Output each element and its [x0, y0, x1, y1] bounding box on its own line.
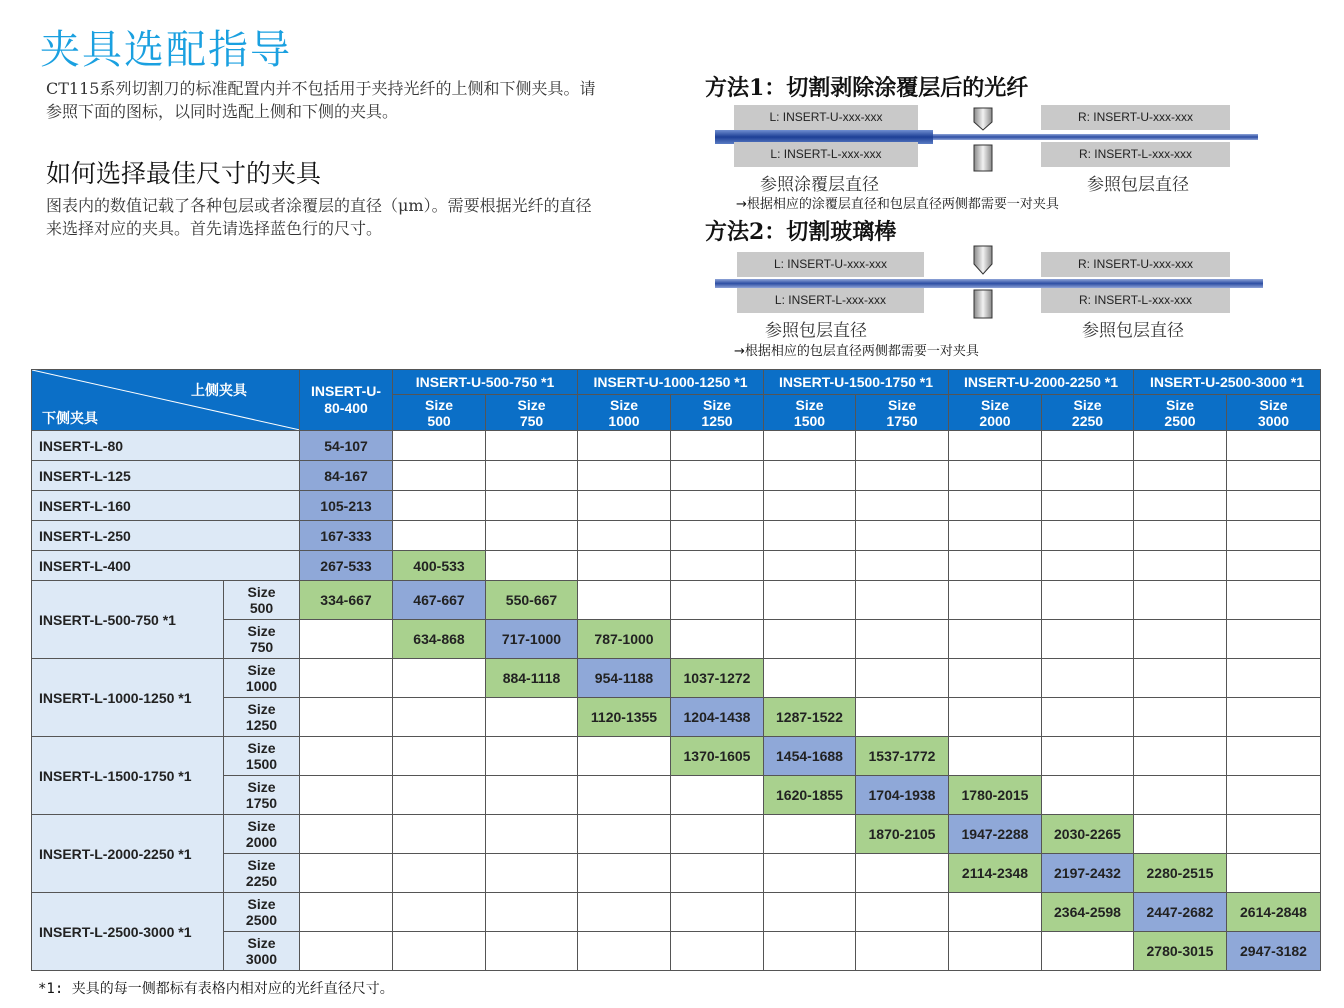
table-cell	[1227, 551, 1321, 581]
table-cell	[1227, 581, 1321, 620]
table-cell: 2030-2265	[1042, 815, 1134, 854]
table-cell	[949, 659, 1042, 698]
table-cell	[1134, 461, 1227, 491]
table-cell	[1227, 620, 1321, 659]
upper-clamp-axis-label: 上侧夹具	[191, 382, 247, 398]
table-cell	[1134, 698, 1227, 737]
lower-size-label	[224, 893, 300, 932]
size-column-header	[1042, 395, 1134, 431]
method2-right-upper-clamp: R: INSERT-U-xxx-xxx	[1041, 252, 1230, 277]
table-cell	[1134, 491, 1227, 521]
table-cell	[1042, 461, 1134, 491]
table-cell: 54-107	[300, 431, 393, 461]
size-column-header	[856, 395, 949, 431]
table-cell: 1037-1272	[671, 659, 764, 698]
table-cell	[856, 521, 949, 551]
table-cell	[300, 893, 393, 932]
lower-clamp-axis-label: 下侧夹具	[42, 410, 98, 426]
table-cell	[393, 431, 486, 461]
lower-size-label	[224, 659, 300, 698]
table-cell: 1370-1605	[671, 737, 764, 776]
table-cell	[856, 893, 949, 932]
method2-note: →根据相应的包层直径两侧都需要一对夹具	[734, 344, 979, 359]
table-cell	[671, 815, 764, 854]
table-row	[32, 461, 1321, 491]
table-cell	[578, 737, 671, 776]
table-cell: 2280-2515	[1134, 854, 1227, 893]
table-cell: 1620-1855	[764, 776, 856, 815]
method1-left-reference: 参照涂覆层直径	[760, 175, 879, 195]
size-word: Size	[247, 740, 276, 756]
lower-clamp-label: INSERT-L-80	[32, 431, 300, 461]
table-cell	[393, 815, 486, 854]
table-cell: 1870-2105	[856, 815, 949, 854]
table-cell	[1134, 776, 1227, 815]
table-cell: 334-667	[300, 581, 393, 620]
size-word: Size	[1073, 396, 1102, 413]
table-cell	[578, 581, 671, 620]
table-cell	[764, 461, 856, 491]
method2-left-lower-clamp: L: INSERT-L-xxx-xxx	[737, 288, 924, 313]
size-column-header	[1134, 395, 1227, 431]
table-cell	[393, 461, 486, 491]
table-cell	[764, 431, 856, 461]
size-word: Size	[980, 396, 1009, 413]
table-cell	[393, 491, 486, 521]
table-cell	[393, 893, 486, 932]
table-cell	[949, 932, 1042, 971]
table-corner-header	[32, 370, 300, 431]
table-row	[32, 893, 1321, 932]
size-value: 1000	[245, 678, 278, 694]
table-cell	[856, 551, 949, 581]
size-value: 1250	[245, 717, 278, 733]
table-row	[32, 551, 1321, 581]
size-word: Size	[795, 396, 824, 413]
size-column-header	[949, 395, 1042, 431]
table-cell: 2197-2432	[1042, 854, 1134, 893]
method1-left-lower-clamp: L: INSERT-L-xxx-xxx	[734, 142, 918, 167]
table-cell	[671, 431, 764, 461]
size-column-header	[764, 395, 856, 431]
glass-rod-shape	[715, 279, 1263, 288]
footnote: *1: 夹具的每一侧都标有表格内相对应的光纤直径尺寸。	[38, 981, 394, 997]
table-cell: 84-167	[300, 461, 393, 491]
table-cell	[856, 491, 949, 521]
table-cell	[1042, 491, 1134, 521]
size-value: 750	[519, 412, 544, 429]
table-cell	[856, 698, 949, 737]
method1-note: →根据相应的涂覆层直径和包层直径两侧都需要一对夹具	[736, 197, 1059, 212]
table-cell	[1042, 521, 1134, 551]
size-value: 1750	[245, 795, 278, 811]
table-row	[32, 737, 1321, 776]
table-cell	[578, 815, 671, 854]
table-cell	[486, 932, 578, 971]
table-cell: 1704-1938	[856, 776, 949, 815]
size-column-header	[1227, 395, 1321, 431]
table-cell: 467-667	[393, 581, 486, 620]
table-cell	[1134, 620, 1227, 659]
table-cell: 105-213	[300, 491, 393, 521]
table-cell	[949, 431, 1042, 461]
table-cell	[671, 932, 764, 971]
table-cell	[486, 815, 578, 854]
size-word: Size	[517, 396, 546, 413]
lower-clamp-label: INSERT-L-500-750 *1	[32, 581, 224, 659]
table-cell: 167-333	[300, 521, 393, 551]
lower-size-label	[224, 698, 300, 737]
table-cell	[1042, 551, 1134, 581]
method1-right-upper-clamp: R: INSERT-U-xxx-xxx	[1041, 105, 1230, 130]
column-group-header: INSERT-U-2500-3000 *1	[1134, 370, 1321, 395]
column-group-header: INSERT-U-2000-2250 *1	[949, 370, 1134, 395]
size-column-header	[486, 395, 578, 431]
lower-size-label	[224, 581, 300, 620]
table-cell	[1134, 659, 1227, 698]
table-cell	[486, 521, 578, 551]
table-cell	[300, 659, 393, 698]
table-cell	[300, 854, 393, 893]
table-cell: 717-1000	[486, 620, 578, 659]
table-cell	[949, 620, 1042, 659]
table-cell	[393, 932, 486, 971]
method2-right-reference: 参照包层直径	[1082, 321, 1184, 341]
table-cell	[1042, 776, 1134, 815]
table-cell: 787-1000	[578, 620, 671, 659]
table-cell	[486, 491, 578, 521]
table-row	[32, 581, 1321, 620]
size-word: Size	[247, 857, 276, 873]
table-cell	[1227, 815, 1321, 854]
table-cell: 884-1118	[486, 659, 578, 698]
table-cell	[856, 932, 949, 971]
table-row	[32, 659, 1321, 698]
table-cell	[393, 776, 486, 815]
table-cell	[856, 461, 949, 491]
table-cell	[856, 854, 949, 893]
table-row	[32, 815, 1321, 854]
size-column-header	[578, 395, 671, 431]
table-cell: 1120-1355	[578, 698, 671, 737]
table-cell: 2114-2348	[949, 854, 1042, 893]
lower-clamp-label: INSERT-L-125	[32, 461, 300, 491]
table-row	[32, 521, 1321, 551]
table-cell	[856, 620, 949, 659]
table-cell	[578, 932, 671, 971]
table-cell	[856, 659, 949, 698]
table-cell	[578, 431, 671, 461]
table-cell	[393, 659, 486, 698]
table-cell	[856, 581, 949, 620]
table-cell	[764, 932, 856, 971]
table-cell	[393, 737, 486, 776]
table-cell	[578, 893, 671, 932]
size-value: 1750	[886, 412, 918, 429]
table-cell	[578, 461, 671, 491]
table-cell	[1227, 491, 1321, 521]
table-cell	[1134, 815, 1227, 854]
size-word: Size	[1165, 396, 1194, 413]
lower-clamp-label: INSERT-L-250	[32, 521, 300, 551]
table-cell	[764, 893, 856, 932]
table-row	[32, 620, 1321, 659]
table-cell	[578, 551, 671, 581]
size-word: Size	[247, 779, 276, 795]
column-group-header: INSERT-U-500-750 *1	[393, 370, 578, 395]
table-cell	[764, 551, 856, 581]
section-heading: 如何选择最佳尺寸的夹具	[46, 159, 322, 188]
table-cell	[949, 698, 1042, 737]
table-cell	[1042, 932, 1134, 971]
size-word: Size	[247, 818, 276, 834]
table-row	[32, 854, 1321, 893]
size-word: Size	[247, 662, 276, 678]
table-cell	[764, 521, 856, 551]
lower-size-label	[224, 737, 300, 776]
method2-left-upper-clamp: L: INSERT-U-xxx-xxx	[737, 252, 924, 277]
size-value: 2500	[245, 912, 278, 928]
table-cell	[486, 854, 578, 893]
lower-size-label	[224, 620, 300, 659]
table-cell	[671, 854, 764, 893]
table-cell	[949, 551, 1042, 581]
page-title: 夹具选配指导	[40, 27, 292, 73]
size-word: Size	[247, 584, 276, 600]
size-value: 750	[249, 639, 274, 655]
table-cell	[486, 431, 578, 461]
table-cell	[486, 551, 578, 581]
table-cell	[486, 461, 578, 491]
table-cell	[949, 521, 1042, 551]
table-cell	[671, 893, 764, 932]
size-word: Size	[424, 396, 453, 413]
table-cell	[1134, 431, 1227, 461]
table-cell	[671, 620, 764, 659]
table-cell: 400-533	[393, 551, 486, 581]
table-cell	[300, 620, 393, 659]
table-cell: 634-868	[393, 620, 486, 659]
lower-size-label	[224, 815, 300, 854]
method1-left-upper-clamp: L: INSERT-U-xxx-xxx	[734, 105, 918, 130]
table-cell	[764, 620, 856, 659]
table-cell: 267-533	[300, 551, 393, 581]
blade-shape	[974, 108, 992, 130]
size-word: Size	[1259, 396, 1288, 413]
lower-clamp-label: INSERT-L-2000-2250 *1	[32, 815, 224, 893]
size-word: Size	[609, 396, 638, 413]
table-cell	[300, 737, 393, 776]
size-value: 2500	[1164, 412, 1196, 429]
table-cell	[1227, 461, 1321, 491]
table-cell	[1227, 431, 1321, 461]
table-cell	[393, 698, 486, 737]
table-cell	[300, 815, 393, 854]
table-cell	[671, 461, 764, 491]
table-cell	[1134, 521, 1227, 551]
method2-left-reference: 参照包层直径	[765, 321, 867, 341]
table-cell	[1227, 776, 1321, 815]
table-cell	[671, 521, 764, 551]
size-word: Size	[247, 623, 276, 639]
table-cell	[1134, 551, 1227, 581]
lower-clamp-label: INSERT-L-1000-1250 *1	[32, 659, 224, 737]
stripped-fiber-shape	[933, 134, 1258, 140]
table-cell	[764, 815, 856, 854]
table-cell: 2780-3015	[1134, 932, 1227, 971]
table-cell	[1227, 659, 1321, 698]
table-cell: 2947-3182	[1227, 932, 1321, 971]
size-word: Size	[247, 701, 276, 717]
lower-clamp-label: INSERT-L-160	[32, 491, 300, 521]
table-cell: 2614-2848	[1227, 893, 1321, 932]
table-cell	[578, 491, 671, 521]
clamp-selection-table	[31, 369, 1321, 971]
table-cell	[1227, 854, 1321, 893]
table-cell	[671, 581, 764, 620]
table-cell: 1287-1522	[764, 698, 856, 737]
column-header-insert-u-80-400: INSERT-U-80-400	[300, 370, 393, 431]
table-cell	[1227, 737, 1321, 776]
column-group-header: INSERT-U-1000-1250 *1	[578, 370, 764, 395]
table-cell: 1780-2015	[949, 776, 1042, 815]
table-cell: 1537-1772	[856, 737, 949, 776]
size-word: Size	[702, 396, 731, 413]
method2-title: 方法2：切割玻璃棒	[705, 219, 897, 245]
table-cell	[1042, 698, 1134, 737]
method1-right-lower-clamp: R: INSERT-L-xxx-xxx	[1041, 142, 1230, 167]
table-cell	[300, 698, 393, 737]
size-word: Size	[247, 935, 276, 951]
table-cell	[671, 491, 764, 521]
size-value: 2000	[979, 412, 1011, 429]
table-cell	[486, 737, 578, 776]
table-row	[32, 431, 1321, 461]
size-value: 2250	[245, 873, 278, 889]
size-value: 1000	[608, 412, 640, 429]
table-cell: 550-667	[486, 581, 578, 620]
lower-clamp-label: INSERT-L-400	[32, 551, 300, 581]
table-cell: 954-1188	[578, 659, 671, 698]
size-value: 1250	[701, 412, 733, 429]
size-column-header	[393, 395, 486, 431]
lower-clamp-label: INSERT-L-2500-3000 *1	[32, 893, 224, 971]
size-word: Size	[887, 396, 916, 413]
table-cell	[1042, 431, 1134, 461]
size-value: 1500	[793, 412, 826, 429]
table-cell	[1227, 698, 1321, 737]
table-cell	[949, 491, 1042, 521]
table-cell	[764, 581, 856, 620]
lower-size-label	[224, 854, 300, 893]
table-cell	[1042, 659, 1134, 698]
table-cell	[1042, 737, 1134, 776]
size-column-header	[671, 395, 764, 431]
size-value: 500	[249, 600, 274, 616]
table-cell: 2447-2682	[1134, 893, 1227, 932]
table-cell	[300, 932, 393, 971]
size-value: 1500	[245, 756, 278, 772]
table-row	[32, 776, 1321, 815]
table-cell	[856, 431, 949, 461]
table-cell	[671, 551, 764, 581]
table-cell	[949, 461, 1042, 491]
size-value: 2000	[245, 834, 278, 850]
table-cell	[764, 659, 856, 698]
table-cell	[578, 521, 671, 551]
table-cell	[300, 776, 393, 815]
table-row	[32, 491, 1321, 521]
table-cell	[486, 893, 578, 932]
column-group-header: INSERT-U-1500-1750 *1	[764, 370, 949, 395]
table-cell	[671, 776, 764, 815]
table-cell	[1042, 620, 1134, 659]
size-value: 3000	[1257, 412, 1290, 429]
lower-size-label	[224, 932, 300, 971]
table-cell	[764, 491, 856, 521]
size-value: 2250	[1071, 412, 1104, 429]
table-row	[32, 932, 1321, 971]
table-cell	[949, 581, 1042, 620]
anvil-shape	[974, 290, 992, 318]
anvil-shape	[974, 145, 992, 171]
method2-right-lower-clamp: R: INSERT-L-xxx-xxx	[1041, 288, 1230, 313]
section-description: 图表内的数值记载了各种包层或者涂覆层的直径（μm）。需要根据光纤的直径来选择对应的夹具。首先请选择蓝色行的尺寸。	[46, 196, 592, 238]
table-cell	[486, 776, 578, 815]
table-cell	[949, 737, 1042, 776]
method1-right-reference: 参照包层直径	[1087, 175, 1189, 195]
table-cell	[1227, 521, 1321, 551]
table-cell: 2364-2598	[1042, 893, 1134, 932]
table-cell	[949, 893, 1042, 932]
table-cell	[486, 698, 578, 737]
table-cell	[393, 521, 486, 551]
size-value: 3000	[245, 951, 278, 967]
table-cell: 1947-2288	[949, 815, 1042, 854]
lower-size-label	[224, 776, 300, 815]
table-cell	[1134, 737, 1227, 776]
table-cell: 1204-1438	[671, 698, 764, 737]
table-cell	[578, 854, 671, 893]
size-value: 500	[427, 412, 451, 429]
size-word: Size	[247, 896, 276, 912]
table-cell	[1042, 581, 1134, 620]
blade-shape	[974, 246, 992, 274]
method1-title: 方法1：切割剥除涂覆层后的光纤	[705, 75, 1029, 101]
table-cell	[1134, 581, 1227, 620]
table-row	[32, 698, 1321, 737]
table-cell	[578, 776, 671, 815]
intro-text: CT115系列切割刀的标准配置内并不包括用于夹持光纤的上侧和下侧夹具。请参照下面的图标，以同时选配上侧和下侧的夹具。	[46, 79, 596, 121]
table-cell	[393, 854, 486, 893]
table-cell: 1454-1688	[764, 737, 856, 776]
table-cell	[764, 854, 856, 893]
lower-clamp-label: INSERT-L-1500-1750 *1	[32, 737, 224, 815]
